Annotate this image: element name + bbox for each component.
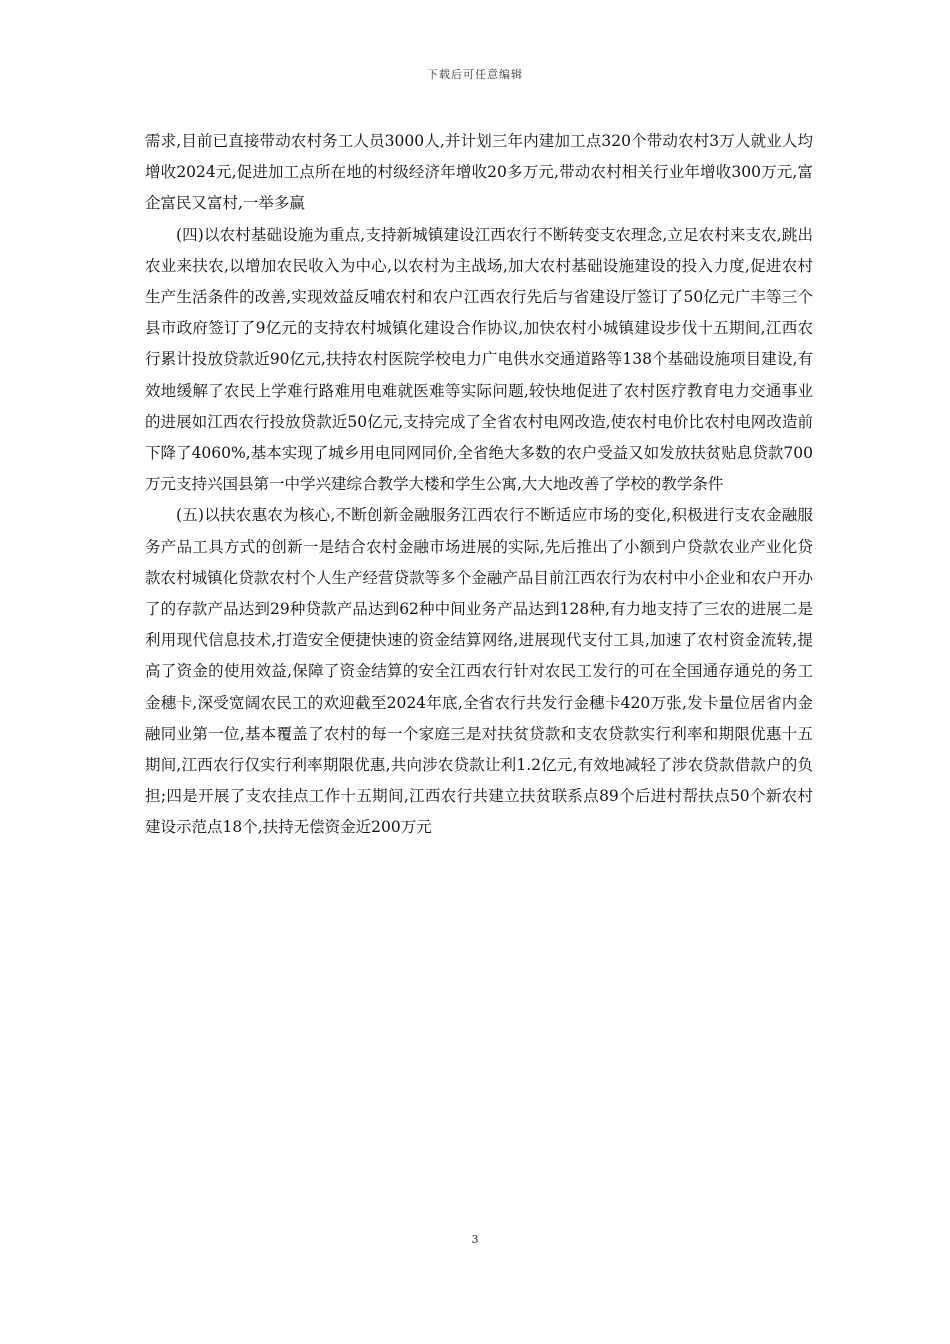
- paragraph-continuation: 需求,目前已直接带动农村务工人员3000人,并计划三年内建加工点320个带动农村3万人就业人均增收2024元,促进加工点所在地的村级经济年增收20多万元,带动农村相关行业年增收300万元,富企富民又富村,一举多赢: [145, 132, 813, 213]
- page-number: 3: [471, 1233, 479, 1246]
- paragraph-section-five: (五)以扶农惠农为核心,不断创新金融服务江西农行不断适应市场的变化,积极进行支农金融服务产品工具方式的创新一是结合农村金融市场进展的实际,先后推出了小额到户贷款农业产业化贷款农村城镇化贷款农村个人生产经营贷款等多个金融产品目前江西农行为农村中小企业和农户开办了的存款产品达到29种贷款产品达到62种中间业务产品达到128种,有力地支持了三农的进展二是利用现代信息技术,打造安全便捷快速的资金结算网络,进展现代支付工具,加速了农村资金流转,提高了资金的使用效益,保障了资金结算的安全江西农行针对农民工发行的可在全国通存通兑的务工金穗卡,深受宽阔农民工的欢迎截至2024年底,全省农行共发行金穗卡420万张,发卡量位居省内金融同业第一位,基本覆盖了农村的每一个家庭三是对扶贫贷款和支农贷款实行利率和期限优惠十五期间,江西农行仅实行利率期限优惠,共向涉农贷款让利1.2亿元,有效地减轻了涉农贷款借款户的负担;四是开展了支农挂点工作十五期间,江西农行共建立扶贫联系点89个后进村帮扶点50个新农村建设示范点18个,扶持无偿资金近200万元: [145, 506, 813, 837]
- document-body: [145, 126, 813, 844]
- page-header-note: 下载后可任意编辑: [427, 68, 523, 81]
- paragraph-section-four: (四)以农村基础设施为重点,支持新城镇建设江西农行不断转变支农理念,立足农村来支农,跳出农业来扶农,以增加农民收入为中心,以农村为主战场,加大农村基础设施建设的投入力度,促进农村生产生活条件的改善,实现效益反哺农村和农户江西农行先后与省建设厅签订了50亿元广丰等三个县市政府签订了9亿元的支持农村城镇化建设合作协议,加快农村小城镇建设步伐十五期间,江西农行累计投放贷款近90亿元,扶持农村医院学校电力广电供水交通道路等138个基础设施项目建设,有效地缓解了农民上学难行路难用电难就医难等实际问题,较快地促进了农村医疗教育电力交通事业的进展如江西农行投放贷款近50亿元,支持完成了全省农村电网改造,使农村电价比农村电网改造前下降了4060%,基本实现了城乡用电同网同价,全省绝大多数的农户受益又如发放扶贫贴息贷款700万元支持兴国县第一中学兴建综合教学大楼和学生公寓,大大地改善了学校的教学条件: [145, 225, 813, 494]
